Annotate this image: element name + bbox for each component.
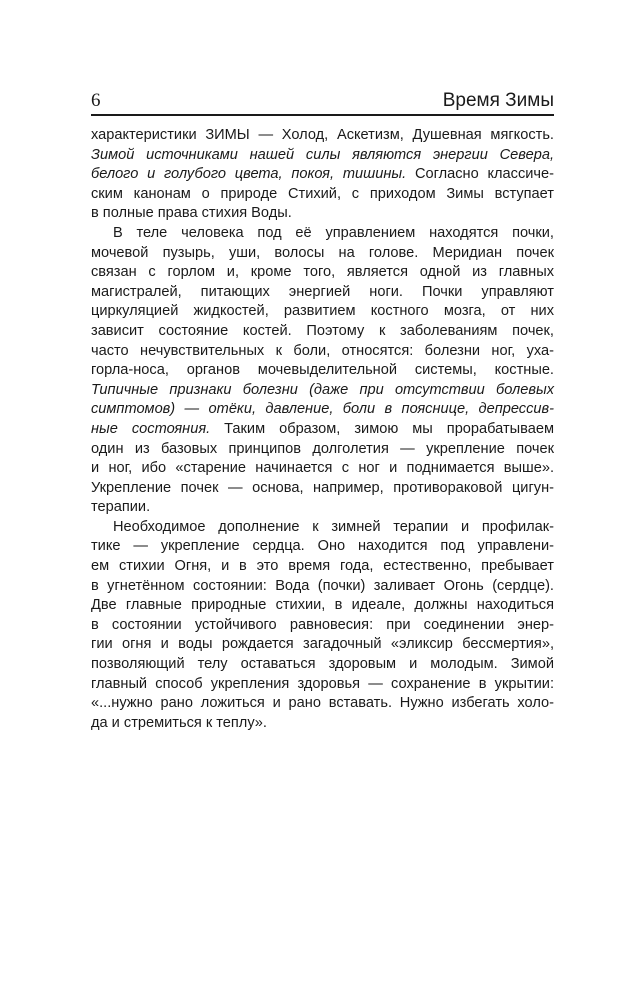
text-line: Две главные природные стихии, в идеале, должны находиться [91, 597, 554, 614]
page-header [91, 86, 554, 116]
text-line: мочевой пузырь, уши, волосы на голове. Меридиан почек [91, 244, 554, 261]
text-line: в угнетённом состоянии: Вода (почки) заливает Огонь (сердце). [91, 577, 554, 594]
page-number: 6 [91, 90, 101, 111]
text-line: главный способ укрепления здоровья — сохранение в укрытии: [91, 675, 554, 692]
text-line: ским канонам о природе Стихий, с приходом Зимы вступает [91, 185, 554, 202]
running-title: Время Зимы [442, 90, 554, 111]
text-fragment: Таким образом, зимою мы прорабатываем [210, 420, 555, 437]
text-line: часто нечувствительных к боли, относятся: болезни ног, уха- [91, 342, 554, 359]
body-text [91, 126, 554, 733]
text-line [91, 165, 554, 185]
text-line: да и стремиться к теплу». [91, 714, 267, 731]
text-line: «...нужно рано ложиться и рано вставать. Нужно избегать холо- [91, 695, 554, 712]
text-line: терапии. [91, 499, 151, 516]
text-line: магистралей, питающих энергией ноги. Почки управляют [91, 283, 554, 300]
text-fragment: Согласно классиче- [406, 166, 554, 183]
text-line: Типичные признаки болезни (даже при отсутствии болевых [91, 381, 554, 398]
text-line: гии огня и воды рождается загадочный «эликсир бессмертия», [91, 636, 554, 653]
italic-phrase: ные состояния. [91, 420, 211, 437]
text-line [91, 420, 554, 440]
text-line: ем стихии Огня, и в это время года, естественно, пребывает [91, 558, 554, 575]
text-line: тике — укрепление сердца. Оно находится под управлени- [91, 538, 554, 555]
text-line: Зимой источниками нашей силы являются энергии Севера, [91, 146, 554, 163]
text-line: в полные права стихия Воды. [91, 205, 292, 222]
text-line: горла-носа, органов мочевыделительной системы, костные. [91, 362, 554, 379]
text-line: связан с горлом и, кроме того, является одной из главных [91, 264, 554, 281]
text-line: позволяющий телу оставаться здоровым и молодым. Зимой [91, 656, 554, 673]
text-line: Укрепление почек — основа, например, противораковой цигун- [91, 479, 554, 496]
text-line: симптомов) — отёки, давление, боли в пояснице, депрессив- [91, 401, 554, 418]
italic-phrase: белого и голубого цвета, покоя, тишины. [91, 166, 407, 183]
text-line: циркуляцией жидкостей, развитием костного мозга, от них [91, 303, 554, 320]
text-line: и ног, ибо «старение начинается с ног и поднимается выше». [91, 460, 554, 477]
text-line: в состоянии устойчивого равновесия: при соединении энер- [91, 616, 554, 633]
text-line: характеристики ЗИМЫ — Холод, Аскетизм, Душевная мягкость. [91, 127, 554, 143]
text-line: Необходимое дополнение к зимней терапии и профилак- [113, 518, 554, 535]
text-line: В теле человека под её управлением находятся почки, [113, 224, 554, 241]
text-line: зависит состояние костей. Поэтому к заболеваниям почек, [91, 322, 554, 339]
text-line: один из базовых принципов долголетия — укрепление почек [91, 440, 554, 457]
